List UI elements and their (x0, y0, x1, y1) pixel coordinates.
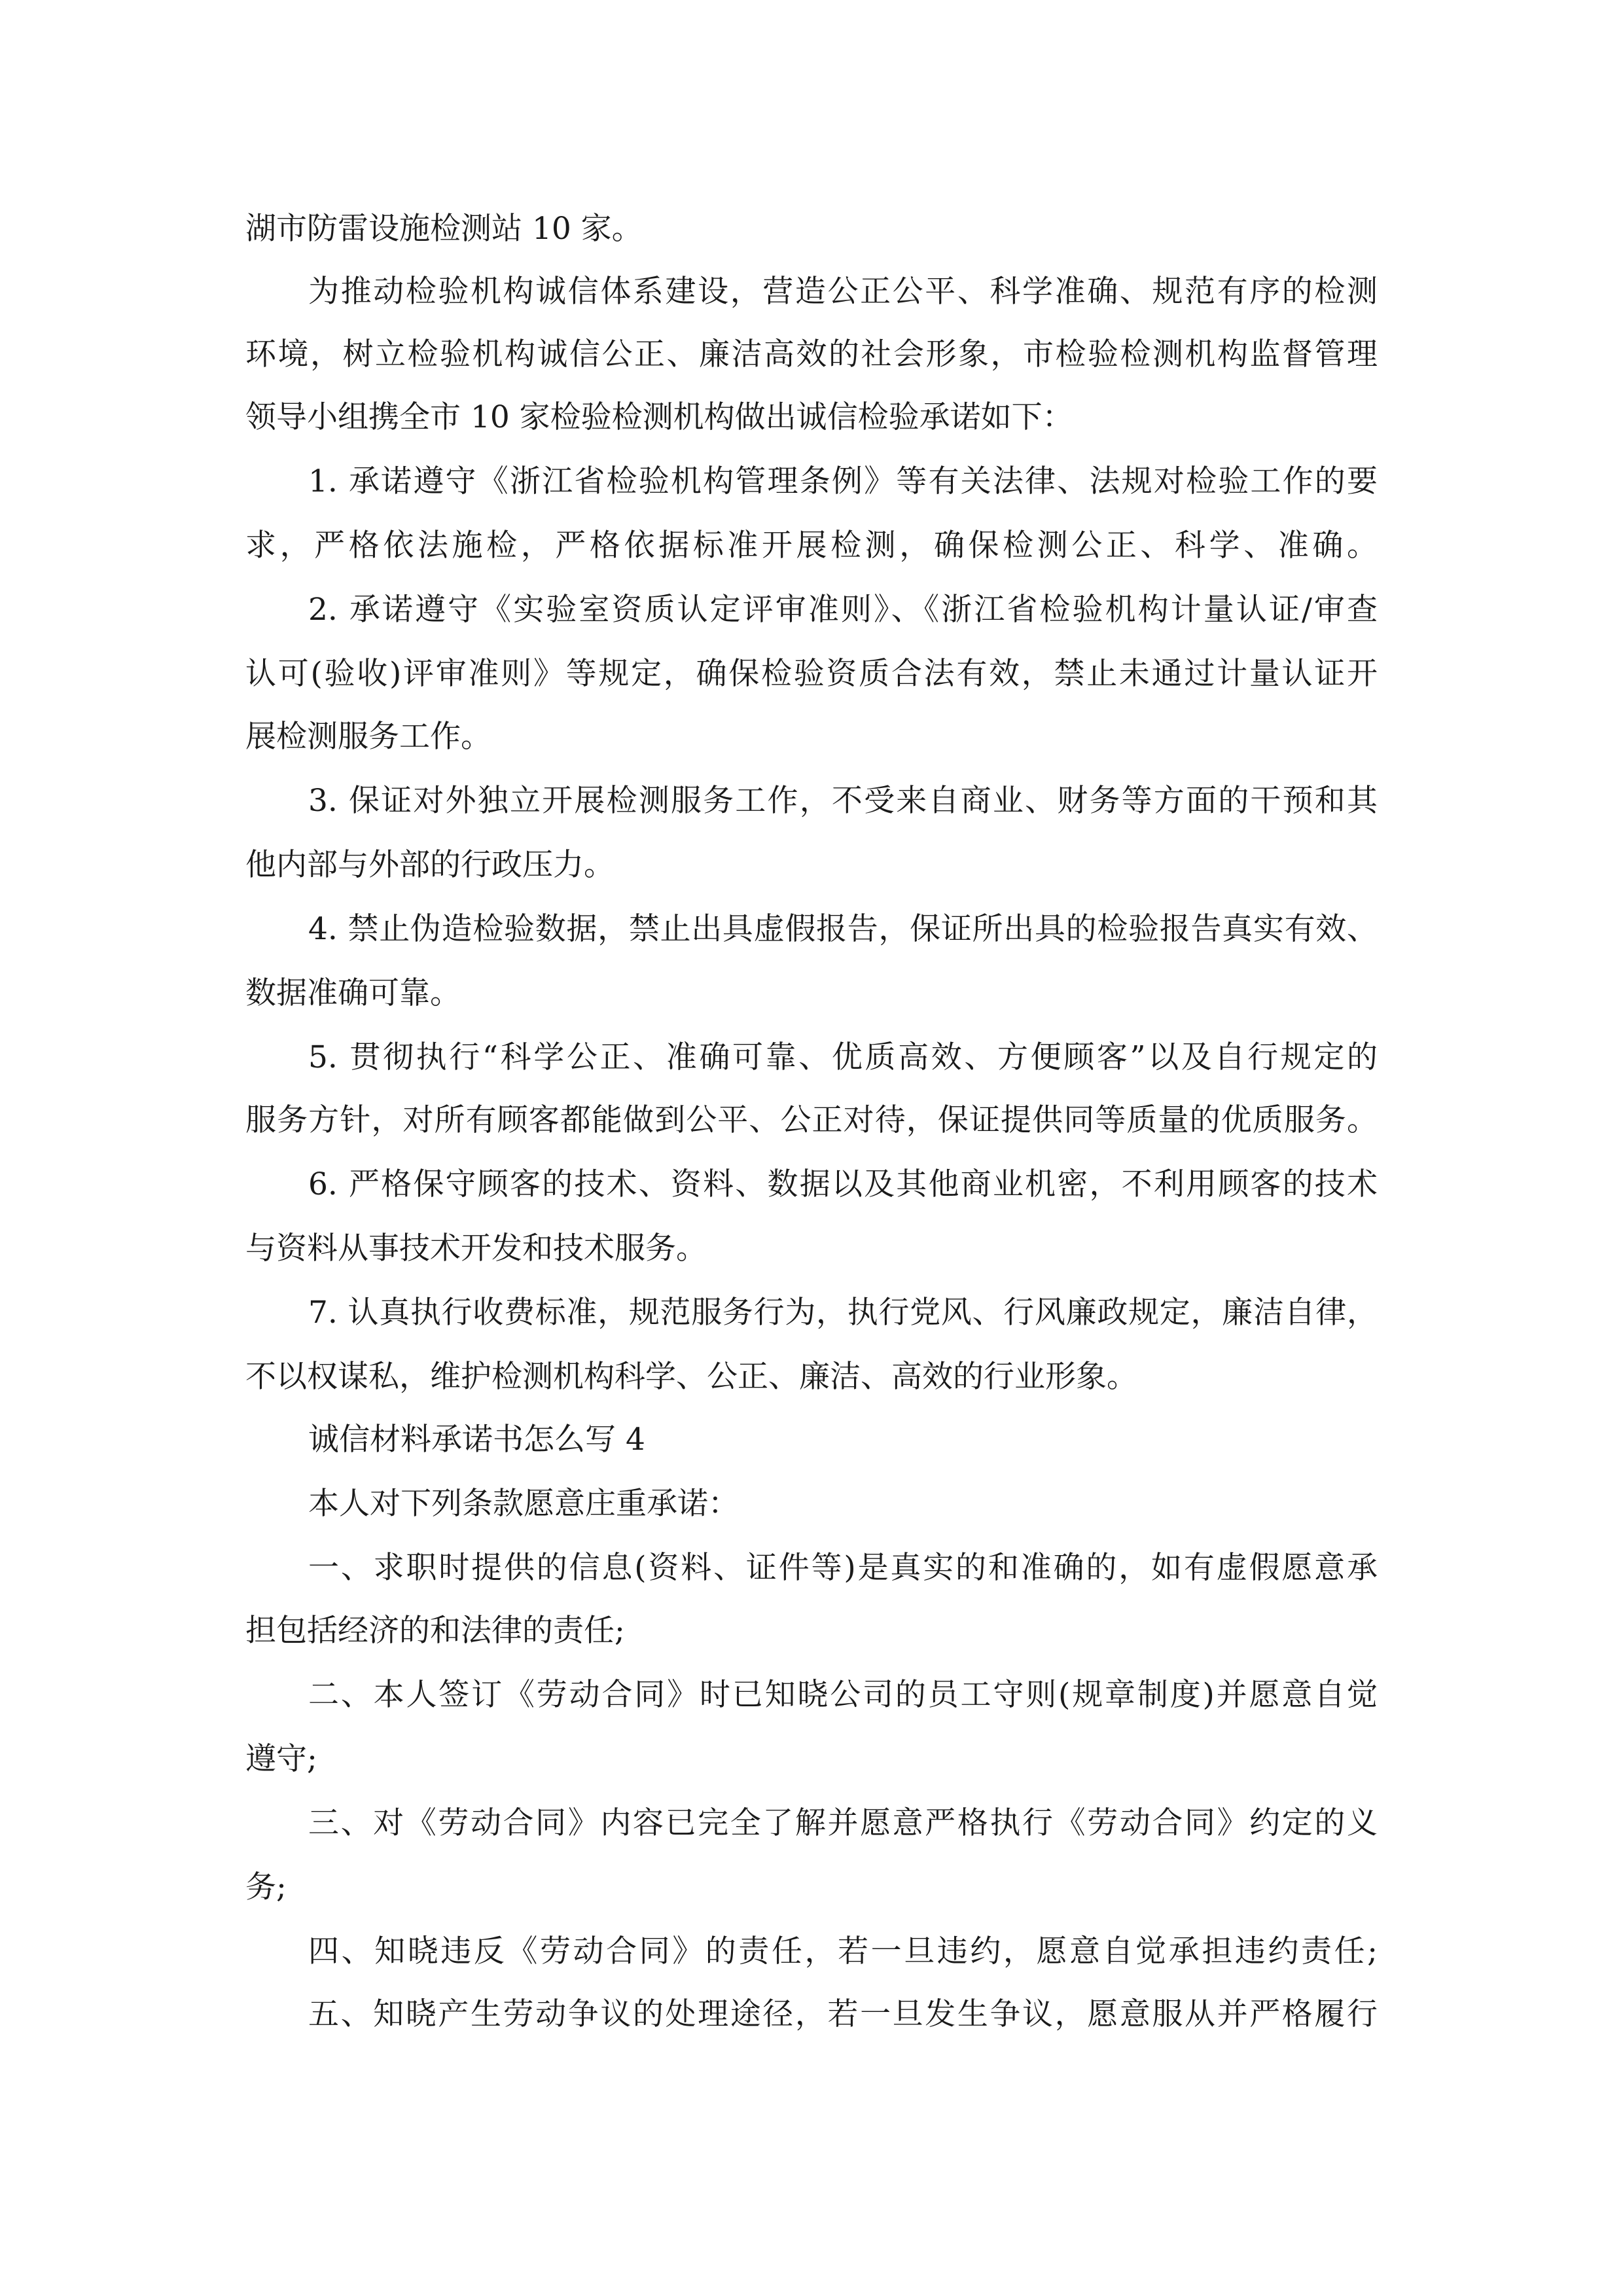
paragraph-line: 三、对《劳动合同》内容已完全了解并愿意严格执行《劳动合同》约定的义 (308, 1805, 1378, 1841)
paragraph-line: 5. 贯彻执行“科学公正、准确可靠、优质高效、方便顾客”以及自行规定的 (308, 1039, 1378, 1075)
paragraph-line: 他内部与外部的行政压力。 (245, 847, 615, 883)
paragraph-line: 7. 认真执行收费标准，规范服务行为，执行党风、行风廉政规定，廉洁自律， (308, 1295, 1378, 1331)
paragraph-line: 求，严格依法施检，严格依据标准开展检测，确保检测公正、科学、准确。 (245, 528, 1378, 564)
section-heading: 诚信材料承诺书怎么写 4 (308, 1422, 645, 1458)
paragraph-line: 湖市防雷设施检测站 10 家。 (245, 211, 643, 247)
paragraph-line: 3. 保证对外独立开展检测服务工作，不受来自商业、财务等方面的干预和其 (308, 783, 1378, 819)
paragraph-line: 展检测服务工作。 (245, 719, 491, 755)
paragraph-line: 领导小组携全市 10 家检验检测机构做出诚信检验承诺如下： (245, 399, 1073, 435)
paragraph-line: 为推动检验机构诚信体系建设，营造公正公平、科学准确、规范有序的检测 (308, 274, 1378, 310)
paragraph-line: 认可(验收)评审准则》等规定，确保检验资质合法有效，禁止未通过计量认证开 (245, 656, 1378, 692)
paragraph-line: 4. 禁止伪造检验数据，禁止出具虚假报告，保证所出具的检验报告真实有效、 (308, 911, 1378, 947)
paragraph-line: 务; (245, 1869, 287, 1905)
paragraph-line: 6. 严格保守顾客的技术、资料、数据以及其他商业机密，不利用顾客的技术 (308, 1166, 1378, 1202)
paragraph-line: 遵守; (245, 1741, 317, 1777)
paragraph-line: 本人对下列条款愿意庄重承诺： (308, 1486, 739, 1522)
paragraph-line: 二、本人签订《劳动合同》时已知晓公司的员工守则(规章制度)并愿意自觉 (308, 1677, 1378, 1713)
paragraph-line: 五、知晓产生劳动争议的处理途径，若一旦发生争议，愿意服从并严格履行 (308, 1996, 1378, 2032)
paragraph-line: 1. 承诺遵守《浙江省检验机构管理条例》等有关法律、法规对检验工作的要 (308, 463, 1378, 499)
paragraph-line: 环境，树立检验机构诚信公正、廉洁高效的社会形象，市检验检测机构监督管理 (245, 336, 1378, 372)
paragraph-line: 数据准确可靠。 (245, 975, 461, 1011)
paragraph-line: 与资料从事技术开发和技术服务。 (245, 1230, 707, 1266)
paragraph-line: 四、知晓违反《劳动合同》的责任，若一旦违约，愿意自觉承担违约责任; (308, 1933, 1378, 1969)
paragraph-line: 2. 承诺遵守《实验室资质认定评审准则》、《浙江省检验机构计量认证/审查 (308, 592, 1378, 628)
paragraph-line: 一、求职时提供的信息(资料、证件等)是真实的和准确的，如有虚假愿意承 (308, 1550, 1378, 1586)
paragraph-line: 不以权谋私，维护检测机构科学、公正、廉洁、高效的行业形象。 (245, 1359, 1137, 1395)
document-page (245, 0, 1378, 2296)
paragraph-line: 服务方针，对所有顾客都能做到公平、公正对待，保证提供同等质量的优质服务。 (245, 1102, 1378, 1138)
paragraph-line: 担包括经济的和法律的责任; (245, 1613, 625, 1649)
